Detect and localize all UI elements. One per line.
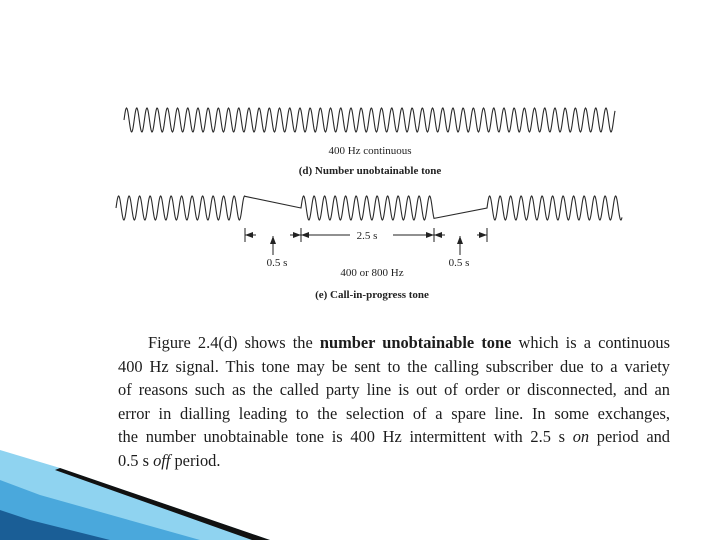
caption-e: (e) Call-in-progress tone	[315, 289, 429, 301]
paragraph-line-1: Figure 2.4(d) shows the number unobtainable tone which is a continuous	[148, 333, 671, 352]
off-period-label-left: 0.5 s	[266, 257, 288, 269]
paragraph-line-3: of reasons such as the called party line is out of order or disconnected, and an	[118, 380, 670, 400]
paragraph-line-6: 0.5 s off period.	[118, 450, 221, 470]
wave-d-label: 400 Hz continuous	[328, 145, 412, 157]
call-in-progress-waveform	[116, 196, 622, 220]
term-number-unobtainable-tone: number unobtainable tone	[319, 333, 512, 352]
paragraph-line-2: 400 Hz signal. This tone may be sent to the calling subscriber due to a variety	[118, 356, 670, 376]
caption-d: (d) Number unobtainable tone	[298, 165, 442, 177]
paragraph-line-4: error in dialling leading to the selection of a spare line. In some exchanges,	[118, 403, 670, 423]
emphasis-off: off	[153, 450, 171, 470]
emphasis-on: on	[572, 427, 590, 447]
paragraph-line-5: the number unobtainable tone is 400 Hz intermittent with 2.5 s on period and	[118, 427, 670, 447]
on-period-label: 2.5 s	[356, 230, 378, 242]
frequency-label: 400 or 800 Hz	[340, 267, 404, 279]
decorative-corner-ribbon	[0, 440, 720, 540]
continuous-400hz-waveform	[124, 108, 615, 132]
off-period-label-right: 0.5 s	[448, 257, 470, 269]
